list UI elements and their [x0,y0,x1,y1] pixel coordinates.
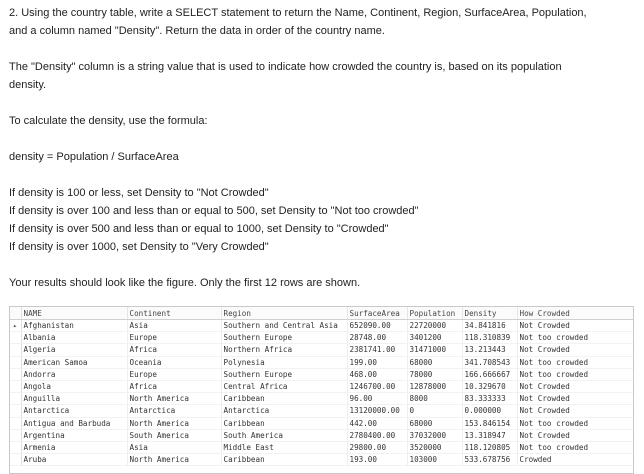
row-indicator[interactable] [10,405,21,417]
cell-density[interactable]: 118.310839 [462,332,517,344]
cell-name[interactable]: Algeria [21,344,127,356]
table-row[interactable] [10,356,633,368]
cell-region[interactable]: Antarctica [221,405,347,417]
cell-population[interactable]: 12878000 [407,380,462,392]
results-note: Your results should look like the figure. Only the first 12 rows are shown. [9,277,361,289]
cell-surfacearea[interactable]: 28748.00 [347,332,407,344]
cell-how-crowded[interactable]: Not Crowded [517,429,633,441]
table-row[interactable] [10,344,633,356]
cell-region[interactable]: Southern Europe [221,332,347,344]
row-indicator[interactable] [10,441,21,453]
table-row[interactable] [10,320,633,332]
cell-surfacearea[interactable]: 468.00 [347,368,407,380]
cell-how-crowded[interactable]: Not too crowded [517,368,633,380]
row-indicator[interactable] [10,332,21,344]
row-indicator[interactable] [10,454,21,466]
cell-how-crowded[interactable]: Not too crowded [517,441,633,453]
cell-region[interactable]: Middle East [221,441,347,453]
cell-how-crowded[interactable]: Not Crowded [517,393,633,405]
table-row[interactable] [10,405,633,417]
cell-continent[interactable]: Africa [127,380,221,392]
cell-continent[interactable]: North America [127,417,221,429]
cell-continent[interactable]: Asia [127,441,221,453]
cell-surfacearea[interactable]: 199.00 [347,356,407,368]
cell-population[interactable]: 68000 [407,417,462,429]
cell-region[interactable]: Southern and Central Asia [221,320,347,332]
cell-surfacearea[interactable]: 193.00 [347,454,407,466]
cell-region[interactable]: Polynesia [221,356,347,368]
cell-surfacearea[interactable]: 96.00 [347,393,407,405]
cell-name[interactable]: Aruba [21,454,127,466]
row-indicator[interactable] [10,429,21,441]
cell-continent[interactable]: Africa [127,344,221,356]
density-description-continued: density. [9,79,47,91]
cell-density[interactable]: 10.329670 [462,380,517,392]
cell-how-crowded[interactable]: Crowded [517,454,633,466]
cell-region[interactable]: Central Africa [221,380,347,392]
calculation-intro: To calculate the density, use the formula: [9,115,208,127]
density-rule-4: If density is over 1000, set Density to "Very Crowded" [9,241,269,253]
cell-how-crowded[interactable]: Not Crowded [517,344,633,356]
question-title-continued: and a column named "Density". Return the data in order of the country name. [9,25,385,37]
cell-name[interactable]: Antarctica [21,405,127,417]
column-header-surfacearea[interactable]: SurfaceArea [347,307,407,320]
cell-region[interactable]: Northern Africa [221,344,347,356]
question-title: 2. Using the country table, write a SELECT statement to return the Name, Continent, Region, SurfaceArea, Population, [9,7,587,19]
cell-density[interactable]: 13.213443 [462,344,517,356]
cell-surfacearea[interactable]: 442.00 [347,417,407,429]
density-rule-2: If density is over 100 and less than or equal to 500, set Density to "Not too crowded" [9,205,419,217]
cell-name[interactable]: Antigua and Barbuda [21,417,127,429]
column-header-name[interactable]: NAME [21,307,127,320]
cell-surfacearea[interactable]: 2381741.00 [347,344,407,356]
density-rule-1: If density is 100 or less, set Density to "Not Crowded" [9,187,269,199]
cell-density[interactable]: 166.666667 [462,368,517,380]
cell-population[interactable]: 37032000 [407,429,462,441]
cell-name[interactable]: Anguilla [21,393,127,405]
column-header-how-crowded[interactable]: How Crowded [517,307,633,320]
current-row-marker-icon: ▸ [13,322,18,331]
row-indicator[interactable] [10,393,21,405]
cell-population[interactable]: 103000 [407,454,462,466]
cell-continent[interactable]: Europe [127,368,221,380]
cell-density[interactable]: 34.841816 [462,320,517,332]
cell-surfacearea[interactable]: 652090.00 [347,320,407,332]
row-indicator[interactable] [10,320,21,332]
density-description: The "Density" column is a string value that is used to indicate how crowded the country is, based on its population [9,61,562,73]
row-indicator[interactable] [10,417,21,429]
cell-surfacearea[interactable]: 1246700.00 [347,380,407,392]
cell-population[interactable]: 3520000 [407,441,462,453]
column-header-region[interactable]: Region [221,307,347,320]
cell-population[interactable]: 3401200 [407,332,462,344]
row-indicator[interactable] [10,344,21,356]
cell-continent[interactable]: Oceania [127,356,221,368]
cell-population[interactable]: 22720000 [407,320,462,332]
table-row[interactable] [10,417,633,429]
density-formula: density = Population / SurfaceArea [9,151,179,163]
cell-name[interactable]: Armenia [21,441,127,453]
cell-density[interactable]: 0.000000 [462,405,517,417]
row-indicator-header [10,307,21,320]
cell-name[interactable]: American Samoa [21,356,127,368]
cell-population[interactable]: 68000 [407,356,462,368]
table-row[interactable] [10,429,633,441]
cell-population[interactable]: 31471000 [407,344,462,356]
cell-name[interactable]: Albania [21,332,127,344]
cell-continent[interactable]: South America [127,429,221,441]
cell-population[interactable]: 0 [407,405,462,417]
cell-continent[interactable]: North America [127,454,221,466]
cell-continent[interactable]: Antarctica [127,405,221,417]
table-row[interactable] [10,380,633,392]
cell-how-crowded[interactable]: Not too crowded [517,332,633,344]
cell-region[interactable]: Caribbean [221,417,347,429]
cell-population[interactable]: 8000 [407,393,462,405]
column-header-population[interactable]: Population [407,307,462,320]
row-indicator[interactable] [10,380,21,392]
row-indicator[interactable] [10,368,21,380]
cell-density[interactable]: 118.120805 [462,441,517,453]
results-table [10,307,634,466]
cell-continent[interactable]: North America [127,393,221,405]
cell-density[interactable]: 341.708543 [462,356,517,368]
cell-density[interactable]: 533.678756 [462,454,517,466]
cell-region[interactable]: Caribbean [221,393,347,405]
cell-how-crowded[interactable]: Not Crowded [517,380,633,392]
cell-surfacearea[interactable]: 13120000.00 [347,405,407,417]
cell-surfacearea[interactable]: 29800.00 [347,441,407,453]
cell-region[interactable]: South America [221,429,347,441]
column-header-continent[interactable]: Continent [127,307,221,320]
cell-continent[interactable]: Europe [127,332,221,344]
cell-surfacearea[interactable]: 2780400.00 [347,429,407,441]
cell-region[interactable]: Southern Europe [221,368,347,380]
cell-population[interactable]: 78000 [407,368,462,380]
cell-name[interactable]: Angola [21,380,127,392]
table-row[interactable] [10,368,633,380]
column-header-density[interactable]: Density [462,307,517,320]
cell-region[interactable]: Caribbean [221,454,347,466]
cell-density[interactable]: 13.318947 [462,429,517,441]
cell-how-crowded[interactable]: Not Crowded [517,320,633,332]
table-row[interactable] [10,441,633,453]
cell-how-crowded[interactable]: Not too crowded [517,417,633,429]
table-row[interactable] [10,393,633,405]
cell-name[interactable]: Andorra [21,368,127,380]
cell-name[interactable]: Argentina [21,429,127,441]
table-row[interactable] [10,454,633,466]
cell-continent[interactable]: Asia [127,320,221,332]
cell-name[interactable]: Afghanistan [21,320,127,332]
table-row[interactable] [10,332,633,344]
row-indicator[interactable] [10,356,21,368]
header-row [10,307,633,320]
cell-density[interactable]: 153.846154 [462,417,517,429]
cell-how-crowded[interactable]: Not too crowded [517,356,633,368]
cell-how-crowded[interactable]: Not Crowded [517,405,633,417]
density-rule-3: If density is over 500 and less than or equal to 1000, set Density to "Crowded" [9,223,389,235]
results-grid [9,306,634,474]
cell-density[interactable]: 83.333333 [462,393,517,405]
